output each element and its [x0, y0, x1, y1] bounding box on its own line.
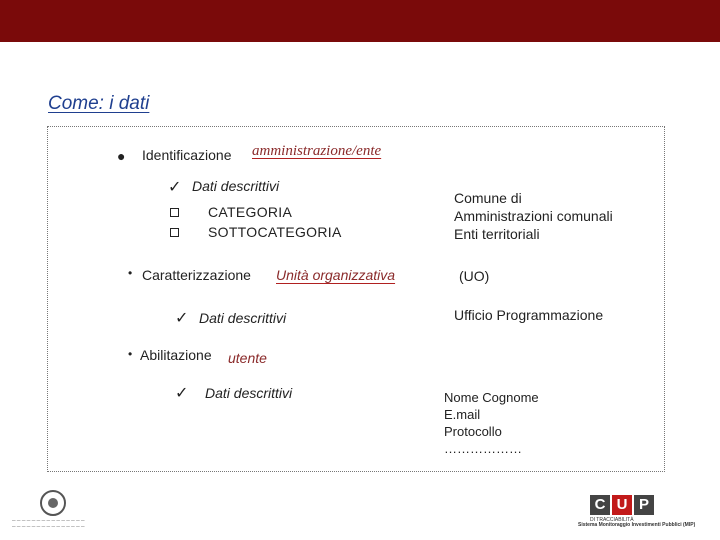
emblem-caption-graphic: ─ ─ ─ ─ ─ ─ ─ ─ ─ ─ ─ ─ ─ ─ ─ ─ ─ ─ ─ ─ ─ ─ ─ ─ ─ ─ ─ ─ ─ ─	[12, 518, 85, 530]
checkmark-icon: ✓	[175, 385, 189, 402]
caratterizzazione-label: Caratterizzazione	[142, 267, 251, 283]
cup-tagline: Sistema Monitoraggio Investimenti Pubblici (MIP)	[578, 522, 696, 528]
identificazione-right	[454, 189, 613, 243]
caratterizzazione-sub: Dati descrittivi	[199, 310, 287, 326]
item-categoria: CATEGORIA	[208, 204, 293, 220]
right-line: Amministrazioni comunali	[454, 208, 613, 224]
cup-letter: U	[612, 495, 632, 515]
right-line: Protocollo	[444, 424, 502, 439]
right-line: ………………	[444, 441, 522, 456]
bullet-dot: •	[128, 347, 133, 361]
identificazione-term: amministrazione/ente	[252, 143, 382, 159]
cup-letter: C	[590, 495, 610, 515]
ufficio-text: Ufficio Programmazione	[454, 307, 604, 323]
item-sottocategoria: SOTTOCATEGORIA	[208, 224, 342, 240]
caratterizzazione-term: Unità organizzativa	[276, 267, 396, 283]
right-line: Nome Cognome	[444, 390, 539, 405]
top-banner	[0, 0, 720, 42]
cup-letter: P	[634, 495, 654, 515]
right-line: Comune di	[454, 190, 522, 206]
uo-abbr: (UO)	[459, 268, 490, 284]
content-box	[47, 126, 665, 472]
abilitazione-label: Abilitazione	[140, 347, 212, 363]
slide-title: Come: i dati	[48, 93, 150, 114]
cup-logo	[590, 495, 654, 515]
checkbox-square-icon	[170, 228, 179, 237]
identificazione-sub: Dati descrittivi	[192, 178, 280, 194]
abilitazione-right	[444, 389, 539, 457]
bullet-dot: •	[128, 266, 133, 280]
cup-subtitle: DI TRACCIABILITÀ	[590, 517, 634, 523]
abilitazione-term: utente	[228, 350, 267, 366]
checkmark-icon: ✓	[168, 179, 182, 196]
identificazione-label: Identificazione	[142, 147, 232, 163]
right-line: E.mail	[444, 407, 481, 422]
right-line: Enti territoriali	[454, 226, 540, 242]
checkmark-icon: ✓	[175, 310, 189, 327]
checkbox-square-icon	[170, 208, 179, 217]
government-emblem-icon	[40, 490, 66, 516]
bullet-dot: ●	[117, 148, 126, 164]
abilitazione-sub: Dati descrittivi	[205, 385, 293, 401]
